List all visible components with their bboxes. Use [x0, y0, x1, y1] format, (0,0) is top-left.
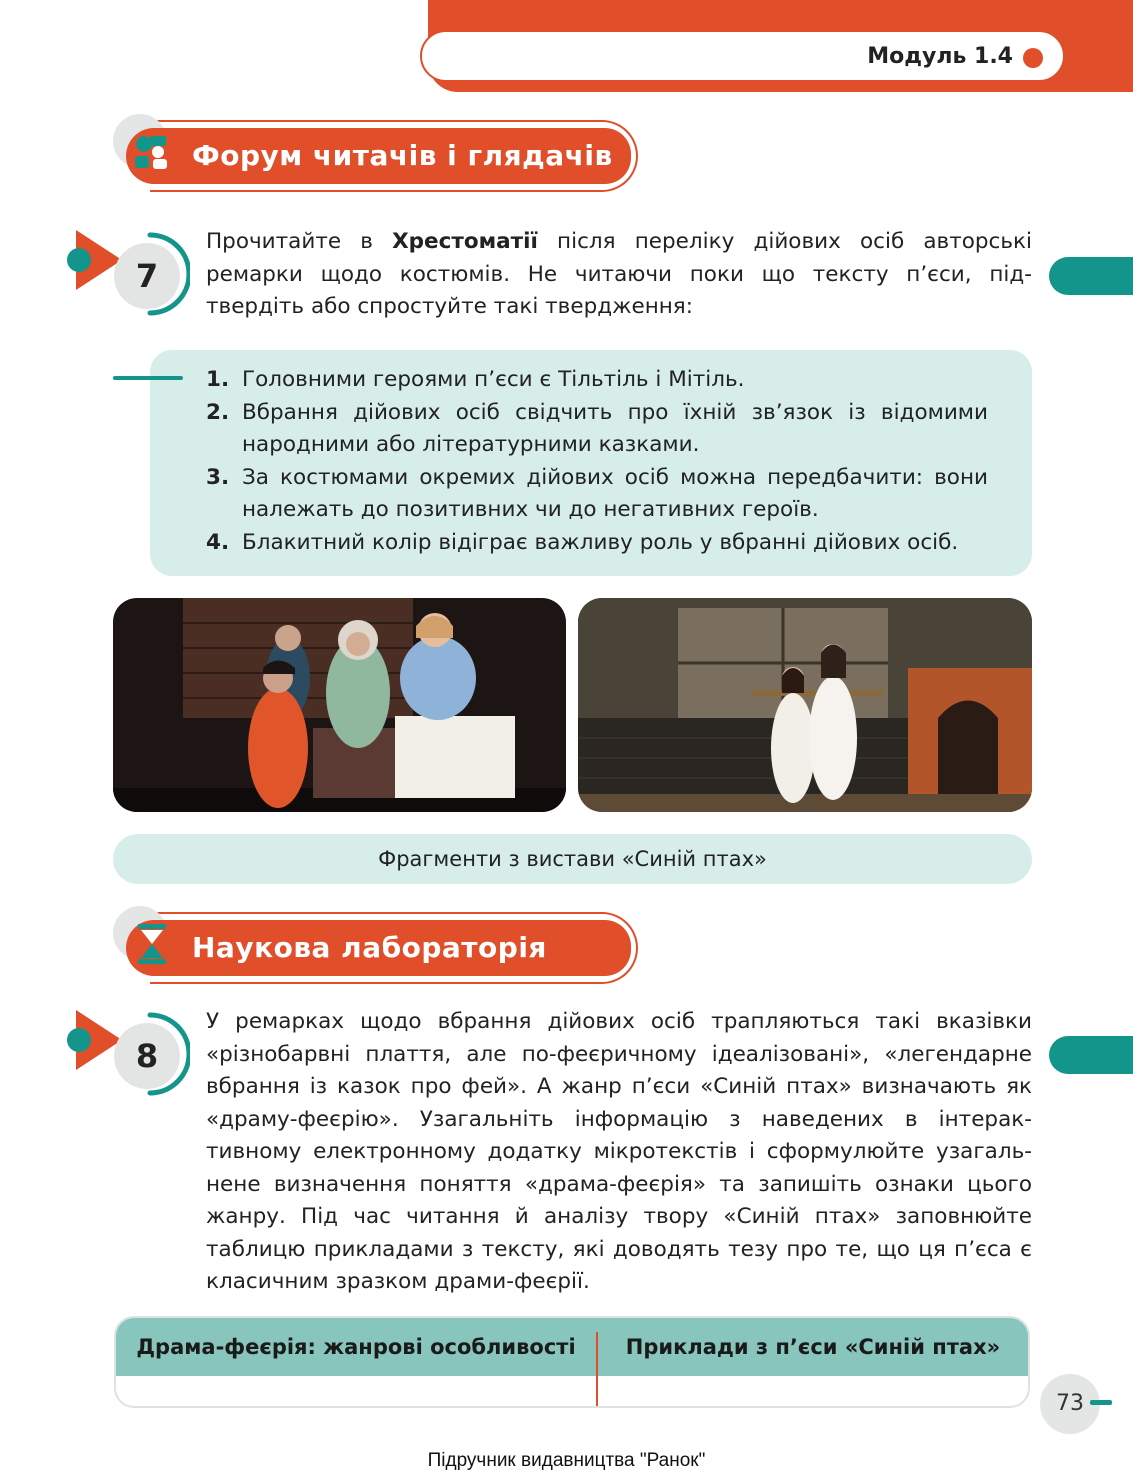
list-item-number: 3. — [206, 464, 230, 490]
hourglass-icon — [130, 922, 174, 966]
list-item — [206, 462, 988, 527]
statements-list — [206, 364, 988, 559]
list-item-text: Вбрання дійових осіб свідчить про їхній зв’язок із відомими народними або літературними казками. — [242, 399, 988, 457]
section-title-forum: Форум читачів і глядачів — [126, 128, 631, 184]
statements-marker-line — [113, 376, 183, 380]
list-item-text: За костюмами окремих дійових осіб можна передбачити: вони належать до позитивних чи до негативних героїв. — [242, 464, 988, 522]
table-header-col1: Драма-феєрія: жанрові особливості — [136, 1335, 576, 1359]
module-pill — [420, 30, 1065, 82]
list-item — [206, 397, 988, 462]
side-tab-marker — [1049, 257, 1133, 295]
task8-text: У ремарках щодо вбрання дійових осіб трапляються такі вказівки «різнобарвні плаття, але по-феєричному ідеалізовані», «легендарне вбрання із казок про фей». А жанр п’єси «Синій птах» визначають як «драму-феєрію». Узагальніть інформацію з наведених в інтерак-тивному електронному додатку мікротекстів і сформулюйте узагаль-нене визначення поняття «драма-феєрія» та запишіть ознаки цього жанру. Під час читання й аналізу твору «Синій птах» заповнюйте таблицю прикладами з тексту, які доводять тезу про те, що ця п’єса є класичним зразком драми-феєрії. — [206, 1009, 1032, 1294]
list-item — [206, 527, 988, 560]
list-item-number: 1. — [206, 367, 230, 392]
task7-text-end: після переліку дійових осіб авторські ремарки щодо костюмів. Не читаючи поки що тексту п’єси, під-твердіть або спростуйте такі твердження: — [206, 229, 1032, 319]
section-title-lab: Наукова лабораторія — [126, 920, 631, 976]
stage-photo-1 — [113, 598, 566, 812]
genre-table — [114, 1316, 1030, 1408]
task7-text — [206, 226, 1032, 324]
footer-publisher: Підручник видавництва "Ранок" — [427, 1450, 706, 1471]
task-number-7: 7 — [114, 243, 180, 309]
stage-photo-2-image — [578, 598, 1032, 812]
side-tab-marker — [1049, 1036, 1133, 1074]
task7-text-bold: Хрестоматії — [392, 229, 538, 254]
table-column-divider — [596, 1332, 598, 1408]
forum-people-icon — [130, 130, 174, 174]
stage-photo-2 — [578, 598, 1032, 812]
stage-photo-1-image — [113, 598, 566, 812]
list-item — [206, 364, 988, 397]
module-label: Модуль 1.4 — [867, 44, 1013, 69]
list-item-text: Головними героями п’єси є Тільтіль і Мітіль. — [242, 367, 745, 392]
photos-caption: Фрагменти з вистави «Синій птах» — [113, 834, 1032, 884]
module-dot — [1023, 48, 1043, 68]
task-number-8: 8 — [114, 1023, 180, 1089]
list-item-number: 2. — [206, 399, 230, 425]
page-number: 73 — [1040, 1374, 1100, 1434]
page-number-dash — [1090, 1400, 1112, 1405]
task7-text-start: Прочитайте в — [206, 229, 393, 254]
list-item-text: Блакитний колір відіграє важливу роль у вбранні дійових осіб. — [242, 529, 959, 555]
list-item-number: 4. — [206, 529, 230, 555]
table-header-col2: Приклади з п’єси «Синій птах» — [625, 1335, 1001, 1359]
